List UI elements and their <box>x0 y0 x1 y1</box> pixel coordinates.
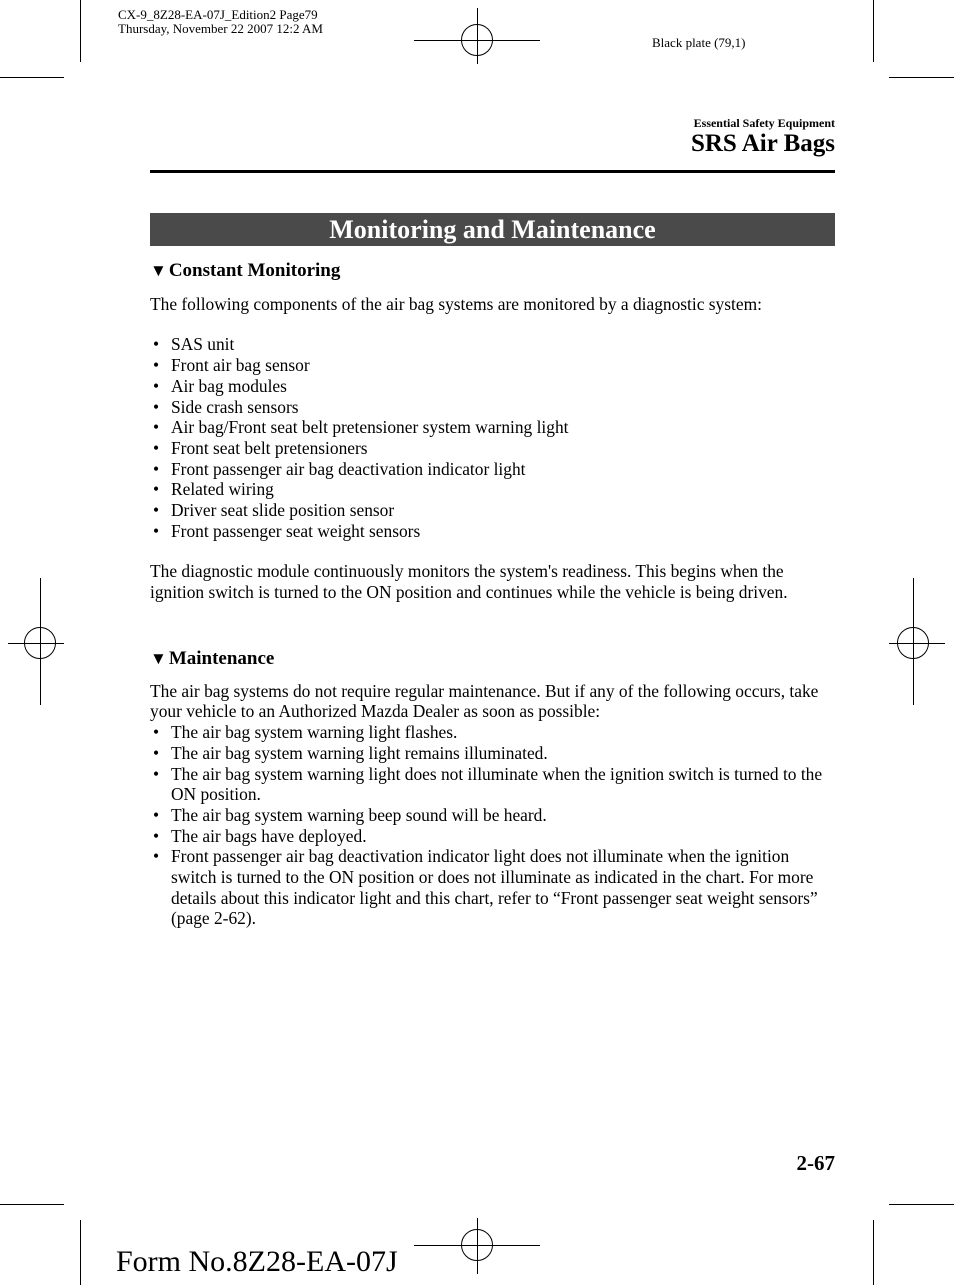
bullet-icon: • <box>153 479 160 500</box>
header-rule <box>150 170 835 173</box>
section-title: SRS Air Bags <box>690 130 835 157</box>
list-item-text: Front passenger air bag deactivation indicator light <box>171 458 526 479</box>
list-item <box>150 417 836 438</box>
list-item-text: Side crash sensors <box>171 396 299 417</box>
list-item <box>150 500 836 521</box>
triangle-down-icon: ▼ <box>150 649 167 668</box>
list-item <box>150 438 836 459</box>
bullet-icon: • <box>153 417 160 438</box>
bullet-icon: • <box>153 742 160 763</box>
list-item-text: The air bag system warning beep sound will be heard. <box>171 804 547 825</box>
bullet-icon: • <box>153 334 160 355</box>
bullet-icon: • <box>153 458 160 479</box>
list-item-text: The air bag system warning light flashes. <box>171 722 458 743</box>
maintenance-heading-text: Maintenance <box>168 648 275 669</box>
bullet-icon: • <box>153 846 160 867</box>
constant-monitoring-closing: The diagnostic module continuously monitors the system's readiness. This begins when the ignition switch is turned to the ON position and continues while the vehicle is being driven. <box>150 561 788 603</box>
bullet-icon: • <box>153 355 160 376</box>
list-item-text: Driver seat slide position sensor <box>171 500 395 521</box>
plate-label: Black plate (79,1) <box>652 35 746 50</box>
list-item <box>150 334 836 355</box>
bullet-icon: • <box>153 520 160 541</box>
page-number: 2-67 <box>796 1151 835 1175</box>
constant-monitoring-intro: The following components of the air bag systems are monitored by a diagnostic system: <box>150 293 762 314</box>
print-meta-line1: CX-9_8Z28-EA-07J_Edition2 Page79 <box>118 7 318 22</box>
maintenance-intro: The air bag systems do not require regular maintenance. But if any of the following occurs, take your vehicle to an Authorized Mazda Dealer as soon as possible: <box>150 680 819 722</box>
maintenance-conditions-list <box>150 722 836 929</box>
bullet-icon: • <box>153 763 160 784</box>
constant-monitoring-section <box>150 261 836 603</box>
list-item <box>150 521 836 542</box>
maintenance-heading <box>150 649 836 670</box>
constant-monitoring-heading-text: Constant Monitoring <box>168 260 341 281</box>
list-item <box>150 743 836 764</box>
list-item <box>150 479 836 500</box>
list-item-text: Front seat belt pretensioners <box>171 437 368 458</box>
list-item <box>150 764 836 805</box>
print-meta <box>118 8 323 36</box>
list-item-text: Front passenger air bag deactivation indicator light does not illuminate when the ignition switch is turned to the ON position or does not illuminate as indicated in the chart. For more details about this indicator light and this chart, refer to “Front passenger seat weight sensors” (page 2-62). <box>171 846 818 929</box>
list-item-text: Front air bag sensor <box>171 355 310 376</box>
monitored-components-list <box>150 334 836 541</box>
list-item <box>150 805 836 826</box>
list-item <box>150 376 836 397</box>
print-meta-line2: Thursday, November 22 2007 12:2 AM <box>118 21 323 36</box>
maintenance-section <box>150 649 836 929</box>
list-item-text: Air bag modules <box>171 375 287 396</box>
list-item-text: The air bag system warning light does not illuminate when the ignition switch is turned to the ON position. <box>171 763 823 805</box>
list-item <box>150 826 836 847</box>
list-item <box>150 459 836 480</box>
bullet-icon: • <box>153 804 160 825</box>
form-number: Form No.8Z28-EA-07J <box>116 1245 398 1278</box>
triangle-down-icon: ▼ <box>150 261 167 280</box>
list-item <box>150 846 836 929</box>
list-item <box>150 397 836 418</box>
bullet-icon: • <box>153 375 160 396</box>
list-item-text: Front passenger seat weight sensors <box>171 520 421 541</box>
constant-monitoring-heading <box>150 261 836 282</box>
list-item-text: Related wiring <box>171 479 274 500</box>
bullet-icon: • <box>153 437 160 458</box>
page-title-banner: Monitoring and Maintenance <box>150 213 835 246</box>
bullet-icon: • <box>153 500 160 521</box>
list-item-text: The air bags have deployed. <box>171 825 367 846</box>
bullet-icon: • <box>153 825 160 846</box>
list-item <box>150 355 836 376</box>
list-item-text: Air bag/Front seat belt pretensioner system warning light <box>171 417 569 438</box>
bullet-icon: • <box>153 396 160 417</box>
list-item-text: The air bag system warning light remains illuminated. <box>171 742 548 763</box>
list-item <box>150 722 836 743</box>
list-item-text: SAS unit <box>171 334 235 355</box>
bullet-icon: • <box>153 722 160 743</box>
section-label: Essential Safety Equipment <box>693 116 835 130</box>
